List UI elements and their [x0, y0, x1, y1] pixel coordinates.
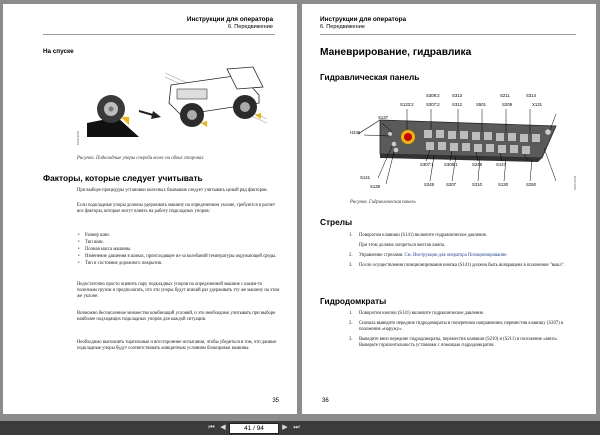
paragraph-4: Возможно бесчисленное множество комбинаций условий, и это необходимо учитывать при выборе наиболее подходящих подкладных упоров для каждой ситуации. — [77, 311, 276, 323]
page-main-title: Маневрирование, гидравлика — [320, 47, 472, 58]
section-title-booms: Стрелы — [320, 217, 353, 227]
figure1-id: 1005 6035 — [76, 130, 80, 145]
header-rule — [43, 34, 275, 35]
paragraph-1: При выборе процедуры установки колесных башмаков следует учитывать целый ряд факторов. — [77, 188, 268, 193]
label-S308-2: S308:2 — [426, 93, 440, 98]
right-page — [302, 4, 596, 414]
list-item: 1. Поворотом клавиши (S141) включите гидравлическое давление. — [349, 233, 488, 238]
left-page — [3, 4, 297, 414]
viewer-toolbar — [0, 421, 600, 435]
list-item: При этом должна загореться желтая лампа. — [359, 243, 446, 249]
label-H245: H245 — [350, 130, 361, 135]
figure-wheel-chocks — [77, 59, 273, 147]
label-S147: S147 — [496, 162, 507, 167]
label-S314: S314 — [526, 93, 537, 98]
section-title-jacks: Гидродомкраты — [320, 296, 387, 306]
section-title-descent: На спуске — [43, 48, 74, 55]
label-S501: S501 — [476, 102, 487, 107]
label-S209: S209 — [502, 102, 513, 107]
label-X131: X131 — [532, 102, 543, 107]
label-S133-2: S133:2 — [400, 102, 414, 107]
list-item: • Тип шин. — [77, 240, 277, 246]
header-title: Инструкции для оператора — [186, 16, 273, 23]
label-S307-2: S307:2 — [426, 102, 440, 107]
cross-reference-link[interactable]: См. Инструкции для оператора Позиционирование. — [404, 253, 508, 259]
label-S312: S312 — [452, 102, 463, 107]
next-page-icon[interactable]: ▶ — [282, 424, 288, 431]
label-S307-1: S307:1 — [420, 162, 434, 167]
label-S250: S250 — [526, 182, 537, 187]
header-rule — [320, 34, 576, 35]
label-S249: S249 — [424, 182, 435, 187]
list-item: • Размер шин. — [77, 233, 277, 239]
paragraph-2: Если подкладные упоры должны удерживать машину на определенном уклоне, требуются в расчет все факторы, которые могут влиять на работу подкладных упоров: — [77, 203, 276, 215]
prev-page-icon[interactable]: ◀ — [220, 424, 226, 431]
section-title-factors: Факторы, которые следует учитывать — [43, 173, 203, 183]
header-subtitle: 6. Передвижение — [228, 24, 273, 30]
page-number-input[interactable]: 41 / 94 — [229, 423, 279, 434]
label-S211: S211 — [500, 93, 510, 98]
label-S137: S137 — [378, 115, 389, 120]
paragraph-5: Необходимо выполнять тщательные и всесторонние испытания, чтобы убедиться в том, что данные подкладные упоры будут соответствовать конкретным условиям блокировки машины. — [77, 340, 277, 352]
list-item: 3. Выведите вниз передние гидродомкраты, переместив клавиши (S210) и (S211) в положение «вниз». Выверьте горизонтальность установки с помощью гидродомкратов. — [349, 337, 559, 349]
label-S139: S139 — [370, 184, 381, 189]
label-S207: S207 — [446, 182, 457, 187]
section-title-hydraulic-panel: Гидравлическая панель — [320, 72, 420, 82]
header-title: Инструкции для оператора — [320, 16, 407, 23]
last-page-icon[interactable]: ⏭ — [293, 424, 300, 431]
jacks-steps — [349, 311, 574, 349]
list-item: • Тип и состояние дорожного покрытия. — [77, 261, 277, 267]
label-S210: S210 — [472, 182, 483, 187]
label-S130: S130 — [498, 182, 509, 187]
list-item: 3. После осуществления позиционирования кнопка (S141) должна быть возвращена в положение "выкл". — [349, 263, 565, 269]
page-number: 36 — [322, 398, 329, 404]
list-item: 1. Поворотом кнопки (S141) включите гидравлическое давление. — [349, 311, 484, 316]
list-item: 2. Сначала выведите передние гидродомкраты в поперечном направлении, переместив клавишу (S207) в положение «наружу». — [349, 321, 564, 333]
figure-id: 1005 6034 — [573, 175, 577, 190]
figure1-caption: Рисунок. Подкладные упоры спереди колес на обеих сторонах — [77, 156, 204, 161]
label-S313: S313 — [452, 93, 463, 98]
factor-list — [77, 233, 277, 268]
list-item: 2. Управление стрелами. См. Инструкции для оператора Позиционирование. — [349, 253, 508, 259]
paragraph-3: Недостаточно просто оценить пару подкладных упоров на определенной машине с каким-то полезным грузом и предполагать, что эти упоры будут всякий раз удерживать эту же машину на этом же уклоне. — [77, 282, 280, 300]
first-page-icon[interactable]: ⏮ — [208, 424, 215, 431]
booms-steps — [349, 233, 574, 269]
figure-hydraulic-panel — [320, 86, 582, 194]
figure-caption: Рисунок. Гидравлическая панель — [350, 200, 416, 205]
list-item: • Полная масса машины. — [77, 247, 277, 253]
label-S248: S248 — [472, 162, 483, 167]
header-subtitle: 6. Передвижение — [320, 24, 365, 30]
page-number: 35 — [272, 398, 279, 404]
label-S141: S141 — [360, 175, 371, 180]
label-S308-1: S308:1 — [444, 162, 458, 167]
list-item: • Изменение давления в шинах, происходящее из-за колебаний температуры окружающей среды. — [77, 254, 277, 260]
